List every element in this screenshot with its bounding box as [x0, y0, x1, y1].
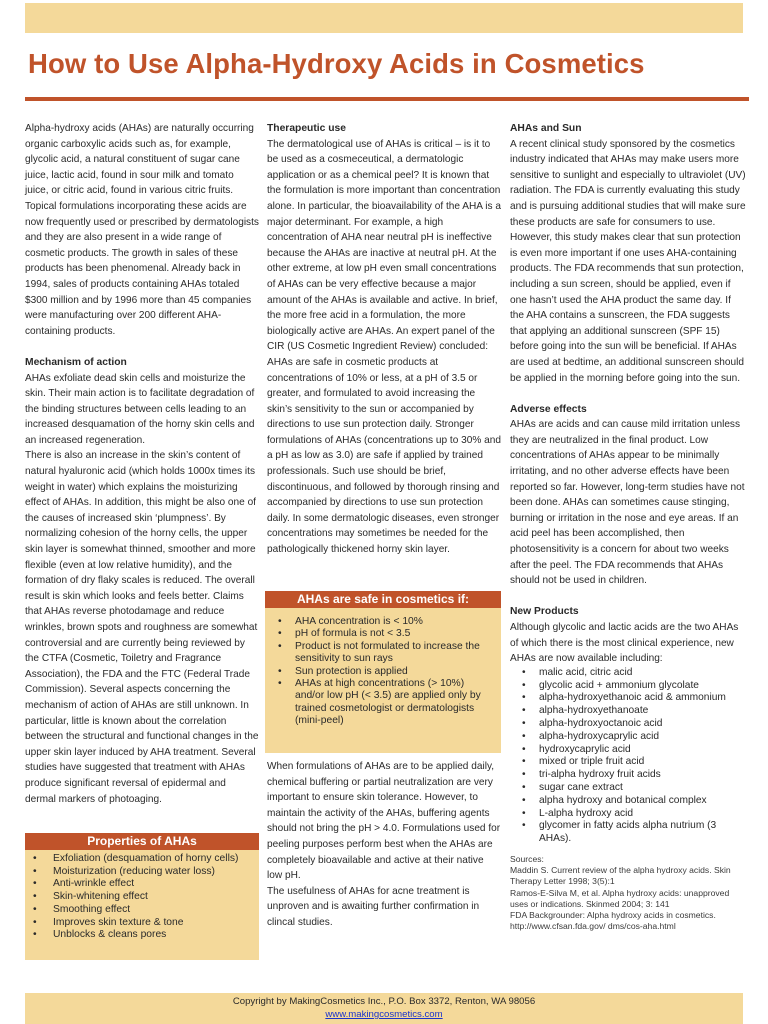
list-item: • mixed or triple fruit acid — [510, 756, 746, 769]
properties-heading: Properties of AHAs — [25, 833, 259, 850]
list-item: • hydroxycaprylic acid — [510, 744, 746, 757]
list-item: • AHAs at high concentrations (> 10%) and/or low pH (< 3.5) are applied only by trained cosmetologist or dermatologists (mini-peel) — [265, 678, 495, 728]
mechanism-paragraph-1: AHAs exfoliate dead skin cells and moisturize the skin. Their main action is to facilitate degradation of the binding structures between cells leading to an increased desquamation of the horny skin cells and an increased regeneration. — [25, 372, 255, 446]
source-item: FDA Backgrounder: Alpha hydroxy acids in cosmetics. http://www.cfsan.fda.gov/ dms/cos-aha.html — [510, 909, 716, 932]
list-item: • alpha-hydroxyethanoate — [510, 705, 746, 718]
sources — [510, 854, 746, 932]
source-item: Maddin S. Current review of the alpha hydroxy acids. Skin Therapy Letter 1998; 3(5):1 — [510, 865, 731, 887]
list-item: • Skin-whitening effect — [25, 891, 259, 904]
products-list — [510, 667, 746, 846]
column-left — [25, 121, 259, 807]
list-item: • sugar cane extract — [510, 782, 746, 795]
properties-box — [25, 833, 259, 960]
products-paragraph: Although glycolic and lactic acids are the two AHAs of which there is the most clinical experience, new AHAs are now available including: — [510, 622, 739, 665]
source-item: Ramos-E-Silva M, et al. Alpha hydroxy acids: unapproved uses or indications. Skinmed 2004; 3: 141 — [510, 887, 730, 909]
title-divider — [25, 97, 749, 101]
list-item: • glycolic acid + ammonium glycolate — [510, 680, 746, 693]
safe-conditions-box — [265, 591, 501, 753]
page-title: How to Use Alpha-Hydroxy Acids in Cosmetics — [28, 48, 645, 79]
list-item: • alpha-hydroxyoctanoic acid — [510, 718, 746, 731]
intro-paragraph: Alpha-hydroxy acids (AHAs) are naturally occurring organic carboxylic acids such as, for example, glycolic acid, a natural constituent of sugar cane juice, lactic acid, found in sour milk and tomato juice, or citric acid, found in various citric fruits. Topical formulations incorporating these acids are now frequently used or prescribed by dermatologists and they are also present in a wide range of cosmetic products. The growth in sales of these products has been phenomenal. Already back in 1994, sales of products containing AHAs totaled $300 million and by 1996 more than 45 companies were manufacturing over 200 different AHA-containing products. — [25, 123, 259, 337]
list-item: • alpha-hydroxycaprylic acid — [510, 731, 746, 744]
products-heading: New Products — [510, 606, 579, 618]
safe-conditions-list — [265, 616, 495, 728]
therapeutic-paragraph-2: AHAs are safe in cosmetic products at concentrations of 10% or less, at a pH of 3.5 or greater, and formulated to avoid increasing the skin’s sensitivity to the sun or accompanied by directions to use sun protection daily. Stronger formulations of AHAs (concentrations up to 30% and a pH as low as 3.0) are safe if applied by trained professionals. Such use should be brief, discontinuous, and followed by thorough rinsing and accompanied by directions to use sun protection daily. In some dermatologic diseases, even stronger concentrations may sometimes be needed for the pathologically thickened horny skin layer. — [267, 356, 501, 556]
column-middle — [267, 121, 501, 558]
footer-copyright: Copyright by MakingCosmetics Inc., P.O. Box 3372, Renton, WA 98056 — [232, 996, 536, 1007]
column-middle-lower — [267, 759, 501, 931]
footer-website-link[interactable]: www.makingcosmetics.com — [325, 1009, 443, 1020]
list-item: • Exfoliation (desquamation of horny cells) — [25, 853, 259, 866]
sun-paragraph: A recent clinical study sponsored by the cosmetics industry indicated that AHAs may make users more sensitive to sunlight and especially to ultraviolet (UV) radiation. The FDA is currently evaluating this study and is pursuing additional studies that will make sure these products are safe for consumers to use. However, this study makes clear that sun protection is even more important if one uses AHA-containing products. The FDA recommends that sun protection, including a sun screen, should be applied, even if one hasn’t used the AHA product the same day. If the AHA contains a sunscreen, the FDA suggests that applying an additional sunscreen (SPF 15) before going into the sun will be beneficial. If AHAs are used at bedtime, an additional sunscreen should be applied in the morning before going into the sun. — [510, 138, 746, 384]
list-item: • alpha hydroxy and botanical complex — [510, 795, 746, 808]
list-item: • Sun protection is applied — [265, 666, 495, 678]
list-item: • Unblocks & cleans pores — [25, 929, 259, 942]
column-right — [510, 121, 746, 932]
list-item: • L-alpha hydroxy acid — [510, 808, 746, 821]
list-item: • alpha-hydroxyethanoic acid & ammonium — [510, 692, 746, 705]
list-item: • glycomer in fatty acids alpha nutrium (3 AHAs). — [510, 820, 746, 846]
sun-heading: AHAs and Sun — [510, 123, 582, 134]
adverse-heading: Adverse effects — [510, 403, 587, 415]
list-item: • Moisturization (reducing water loss) — [25, 866, 259, 879]
daily-use-paragraph: When formulations of AHAs are to be applied daily, chemical buffering or partial neutralization are very important to ensure skin tolerance. However, to maintain the activity of the AHAs, buffering agents should not bring the pH > 4.0. Formulations used for peeling purposes perform best when the AHAs are completely bioavailable and active at their native low pH. — [267, 761, 501, 882]
safe-conditions-heading: AHAs are safe in cosmetics if: — [265, 591, 501, 608]
list-item: • Improves skin texture & tone — [25, 917, 259, 930]
list-item: • Smoothing effect — [25, 904, 259, 917]
sources-label: Sources: — [510, 853, 544, 864]
list-item: • Anti-wrinkle effect — [25, 878, 259, 891]
list-item: • tri-alpha hydroxy fruit acids — [510, 769, 746, 782]
list-item: • Product is not formulated to increase the sensitivity to sun rays — [265, 641, 495, 666]
therapeutic-heading: Therapeutic use — [267, 123, 346, 134]
list-item: • pH of formula is not < 3.5 — [265, 628, 495, 640]
mechanism-heading: Mechanism of action — [25, 356, 127, 368]
adverse-paragraph: AHAs are acids and can cause mild irritation unless they are neutralized in the final product. Low concentrations of AHAs appear to be minimally irritating, and no other adverse effects have been reported so far. However, long-term studies have not been done. AHAs can sometimes cause stinging, burning or irritation in the nose and eye areas. If an acid peel has been accomplished, then photosensitivity is a concern for about two weeks after the peel. The FDA recommends that AHAs should not be used in children. — [510, 419, 745, 587]
acne-paragraph: The usefulness of AHAs for acne treatment is unproven and is awaiting further confirmation in clincal studies. — [267, 885, 480, 928]
list-item: • AHA concentration is < 10% — [265, 616, 495, 628]
mechanism-paragraph-2: There is also an increase in the skin’s content of natural hyaluronic acid (which holds 1000x times its weight in water) which explains the moisturizing effect of AHAs. In addition, this might be also one of the causes of increased skin ‘plumpness’. By normalizing cohesion of the horny cells, the upper skin layer is somewhat thinned, smoother and more flexible (even at low relative humidity), and the formation of dry flaky scales is reduced. The overall result is skin which looks and feels better. Claims that AHAs reverse photodamage and reduce wrinkles, brown spots and roughness are somewhat controversial and are currently being reviewed by the CTFA (Cosmetic, Toiletry and Fragrance Association), the FDA and the FTC (Federal Trade Commission). Several aspects concerning the mechanism of action of AHAs are still unknown. In particular, little is known about the correlation between the structural and functional changes in the upper skin layer induced by AHA treatment. Several studies have suggested that treatment with AHAs produce significant reversal of epidermal and dermal markers of photoaging. — [25, 450, 259, 805]
list-item: • malic acid, citric acid — [510, 667, 746, 680]
therapeutic-paragraph-1: The dermatological use of AHAs is critical – is it to be used as a cosmeceutical, a dermatologic application or as a chemical peel? It is known that the formulation is more important than concentration alone. In particular, the bioavailability of the AHA is a major determinant. For example, a high concentration of AHA near neutral pH is ineffective because the AHAs are inactive at neutral pH. At the other extreme, at low pH even small concentrations of AHAs can be very effective because a major amount of the AHAs is available and active. In brief, the more free acid in a formulation, the more biologically active are AHAs. An expert panel of the CIR (US Cosmetic Ingredient Review) concluded: — [267, 138, 501, 353]
top-banner — [25, 3, 743, 33]
properties-list — [25, 853, 259, 942]
